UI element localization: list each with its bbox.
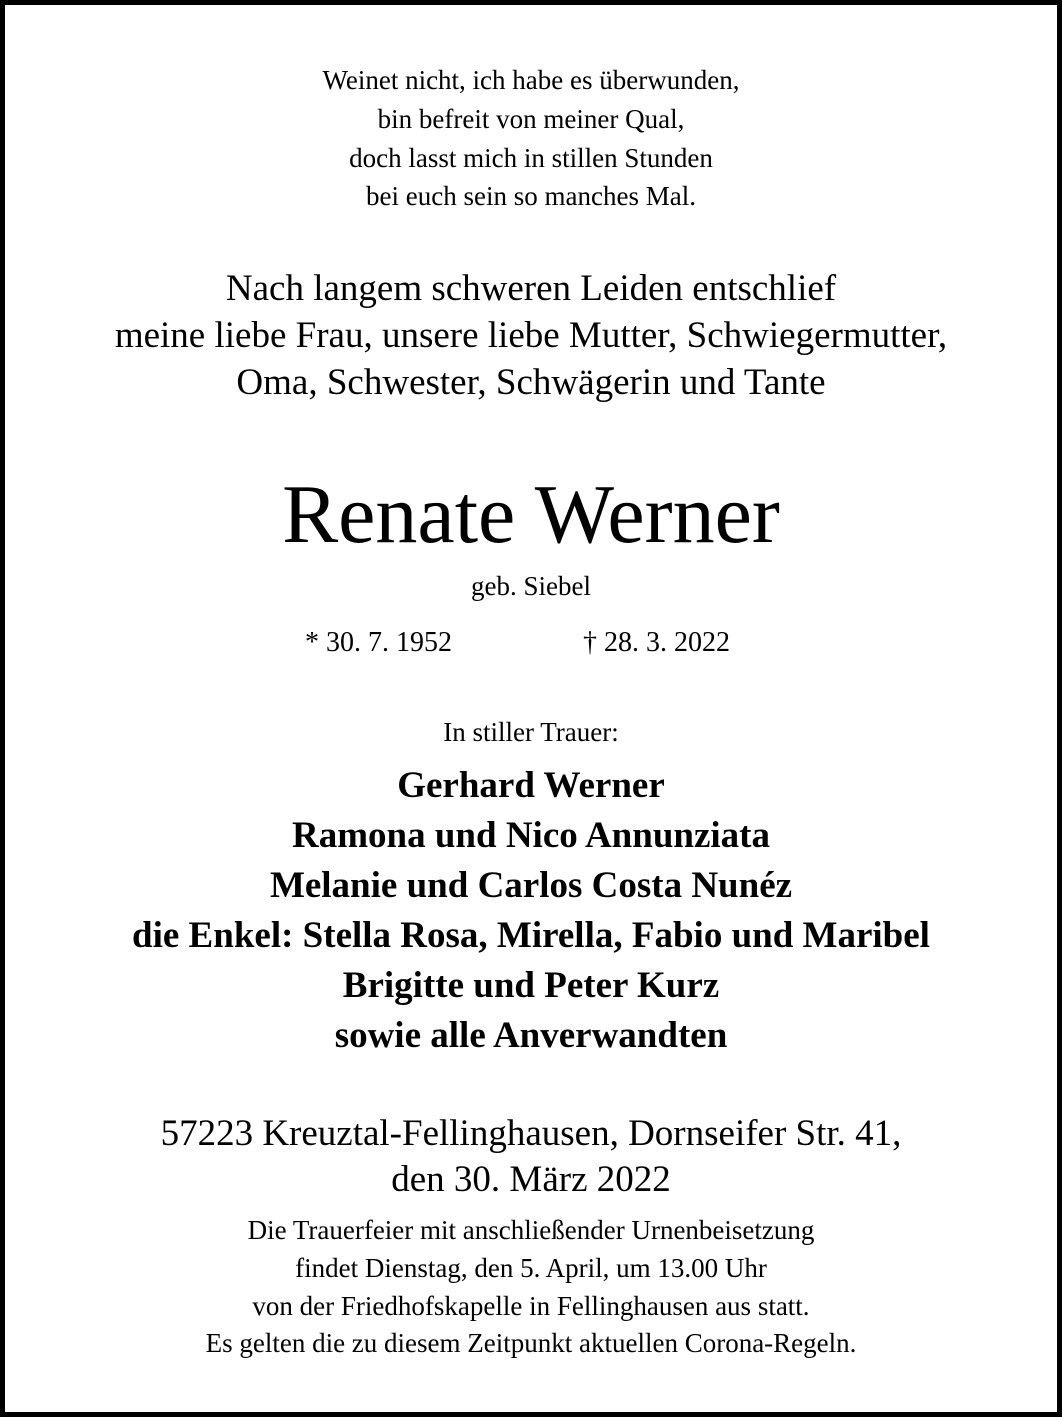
mourner-name: die Enkel: Stella Rosa, Mirella, Fabio und Maribel bbox=[132, 915, 930, 956]
mourner-name: Ramona und Nico Annunziata bbox=[291, 815, 771, 856]
funeral-notice-line: Es gelten die zu diesem Zeitpunkt aktuellen Corona-Regeln. bbox=[205, 1328, 857, 1358]
death-date: † 28. 3. 2022 bbox=[583, 627, 730, 658]
funeral-notice-line: von der Friedhofskapelle in Fellinghausen aus statt. bbox=[252, 1291, 810, 1321]
address-date: den 30. März 2022 bbox=[391, 1159, 671, 1200]
poem-line: bin befreit von meiner Qual, bbox=[377, 104, 685, 134]
intro-line: Oma, Schwester, Schwägerin und Tante bbox=[236, 362, 826, 403]
intro-line: meine liebe Frau, unsere liebe Mutter, Schwiegermutter, bbox=[114, 315, 948, 356]
mourner-name: Gerhard Werner bbox=[397, 765, 665, 806]
poem-line: bei euch sein so manches Mal. bbox=[366, 181, 696, 211]
poem-line: doch lasst mich in stillen Stunden bbox=[349, 143, 713, 173]
funeral-notice-line: Die Trauerfeier mit anschließender Urnenbeisetzung bbox=[247, 1215, 815, 1245]
maiden-name: geb. Siebel bbox=[471, 571, 591, 601]
intro-line: Nach langem schweren Leiden entschlief bbox=[225, 268, 837, 309]
deceased-name: Renate Werner bbox=[282, 468, 780, 561]
poem-line: Weinet nicht, ich habe es überwunden, bbox=[322, 65, 740, 95]
mourner-name: Brigitte und Peter Kurz bbox=[342, 965, 720, 1006]
funeral-notice-line: findet Dienstag, den 5. April, um 13.00 Uhr bbox=[295, 1253, 767, 1283]
mourners-heading: In stiller Trauer: bbox=[443, 717, 619, 747]
birth-date: * 30. 7. 1952 bbox=[305, 627, 452, 658]
mourner-name: sowie alle Anverwandten bbox=[334, 1015, 728, 1056]
address-line: 57223 Kreuztal-Fellinghausen, Dornseifer Str. 41, bbox=[160, 1113, 902, 1154]
mourner-name: Melanie und Carlos Costa Nunéz bbox=[269, 865, 793, 906]
